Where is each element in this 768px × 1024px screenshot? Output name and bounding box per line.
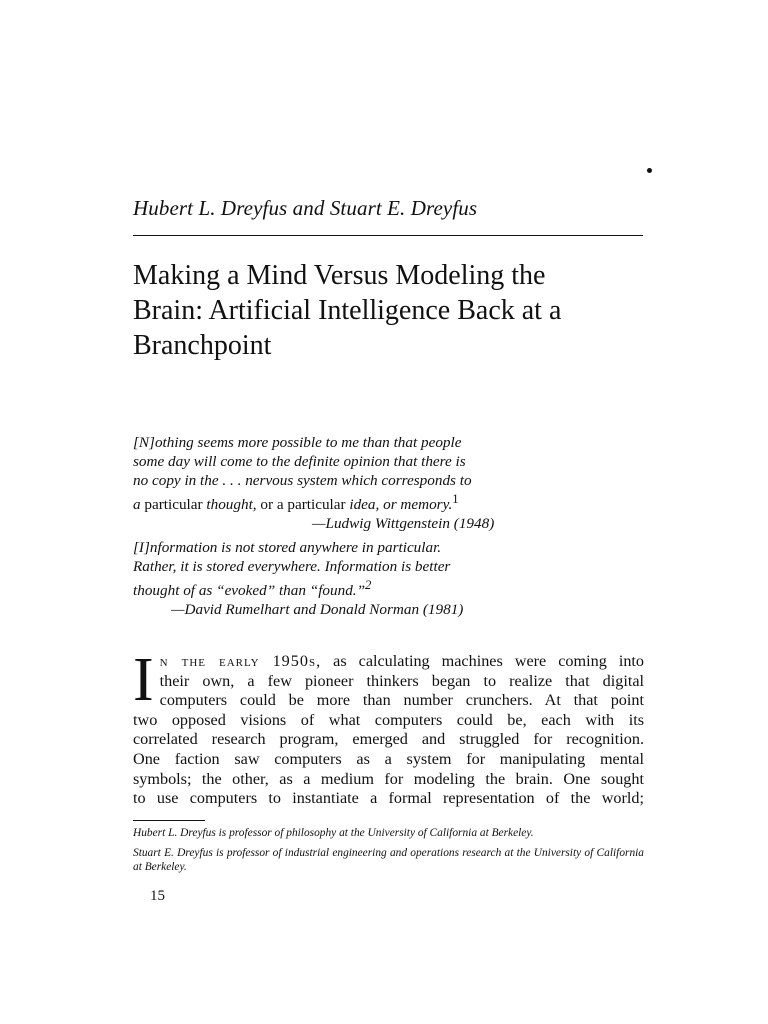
title-line-2: Brain: Artificial Intelligence Back at a <box>133 295 562 326</box>
body-line: One faction saw computers as a system for manipulating mental <box>133 749 644 768</box>
body-line: computers could be more than number crunchers. At that point <box>159 691 644 710</box>
body-paragraph <box>133 646 644 809</box>
epigraph-attribution: —Ludwig Wittgenstein (1948) <box>312 515 495 533</box>
epigraph-attribution: —David Rumelhart and Donald Norman (1981) <box>171 601 464 619</box>
header-rule <box>133 235 643 236</box>
body-line: their own, a few pioneer thinkers began to realize that digital <box>159 671 644 690</box>
footnote-ref: 2 <box>365 578 372 592</box>
epigraph-rumelhart-norman <box>133 538 573 619</box>
footnote-ref: 1 <box>452 492 459 506</box>
article-title <box>133 258 653 363</box>
opening-small-caps: n the early 1950s, <box>159 652 322 670</box>
body-line: correlated research program, emerged and struggled for recognition. <box>133 730 644 749</box>
epigraph-line: Rather, it is stored everywhere. Information is better <box>133 558 451 575</box>
epigraph-line: [N]othing seems more possible to me than that people <box>133 434 462 451</box>
epigraph-line: [I]nformation is not stored anywhere in particular. <box>133 539 442 556</box>
body-line: n the early 1950s, as calculating machines were coming into <box>159 652 644 670</box>
page-number: 15 <box>150 888 165 904</box>
epigraph-line: some day will come to the definite opinion that there is <box>133 453 466 470</box>
author-line: Hubert L. Dreyfus and Stuart E. Dreyfus <box>133 196 478 220</box>
drop-cap: I <box>133 646 154 714</box>
body-line: symbols; the other, as a medium for modeling the brain. One sought <box>133 769 644 788</box>
body-line: two opposed visions of what computers could be, each with its <box>133 710 644 729</box>
epigraph-line: a particular thought, or a particular idea, or memory.$^1$ <box>133 492 459 514</box>
body-line: to use computers to instantiate a formal representation of the world; <box>133 789 644 808</box>
footnote-rule <box>133 820 205 821</box>
footnote-hubert: Hubert L. Dreyfus is professor of philosophy at the University of California at Berkeley. <box>133 827 534 839</box>
title-line-1: Making a Mind Versus Modeling the <box>133 260 546 291</box>
epigraph-line: no copy in the . . . nervous system which corresponds to <box>133 472 472 489</box>
epigraph-wittgenstein <box>133 433 573 533</box>
stray-mark <box>647 168 652 173</box>
title-line-3: Branchpoint <box>133 330 272 361</box>
epigraph-line: thought of as “evoked” than “found.”$^2$ <box>133 578 372 600</box>
footnote-stuart: Stuart E. Dreyfus is professor of industrial engineering and operations research at the University of California at Berkeley. <box>133 847 644 873</box>
